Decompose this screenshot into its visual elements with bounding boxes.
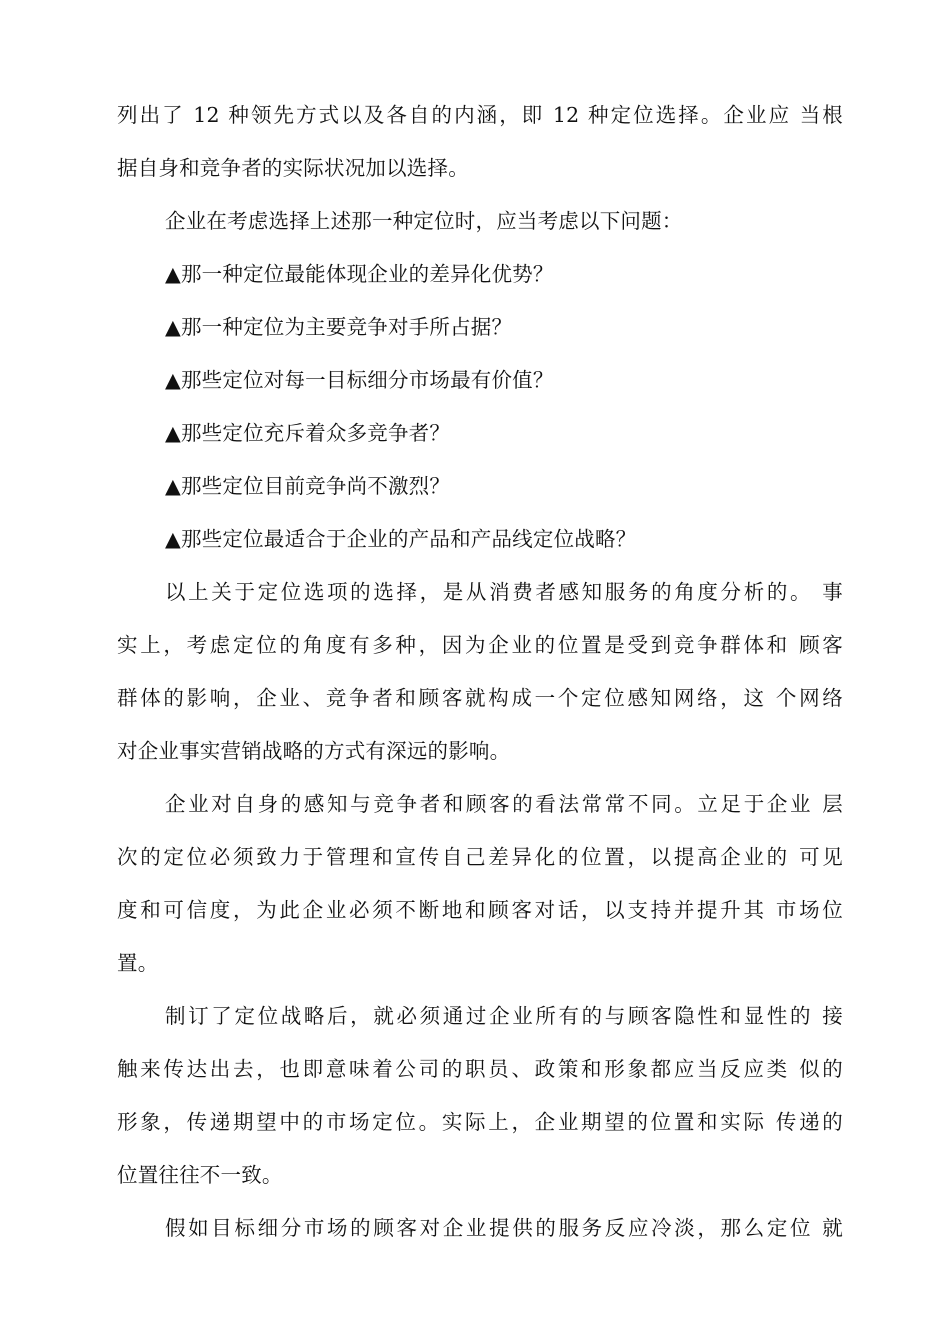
bullet-item: ▲那一种定位最能体现企业的差异化优势？ — [165, 262, 554, 286]
bullet-item: ▲那一种定位为主要竞争对手所占据？ — [165, 315, 513, 339]
bullet-item: ▲那些定位对每一目标细分市场最有价值？ — [165, 368, 554, 392]
text-line: 实上，考虑定位的角度有多种，因为企业的位置是受到竞争群体和 顾客 — [117, 633, 843, 657]
text-line: 对企业事实营销战略的方式有深远的影响。 — [117, 739, 511, 763]
text-line: 次的定位必须致力于管理和宣传自己差异化的位置，以提高企业的 可见 — [117, 845, 843, 869]
text-line: 据自身和竞争者的实际状况加以选择。 — [117, 156, 469, 180]
text-line: 以上关于定位选项的选择，是从消费者感知服务的角度分析的。 事 — [165, 580, 843, 604]
bullet-item: ▲那些定位充斥着众多竞争者？ — [165, 421, 451, 445]
text-line: 形象，传递期望中的市场定位。实际上，企业期望的位置和实际 传递的 — [117, 1110, 843, 1134]
text-line: 置。 — [117, 951, 159, 975]
text-line: 群体的影响，企业、竞争者和顾客就构成一个定位感知网络，这 个网络 — [117, 686, 843, 710]
text-line: 列出了 12 种领先方式以及各自的内涵，即 12 种定位选择。企业应 当根 — [117, 103, 843, 127]
text-line: 企业对自身的感知与竞争者和顾客的看法常常不同。立足于企业 层 — [165, 792, 843, 816]
text-line: 企业在考虑选择上述那一种定位时，应当考虑以下问题： — [165, 209, 683, 233]
text-line: 制订了定位战略后，就必须通过企业所有的与顾客隐性和显性的 接 — [165, 1004, 843, 1028]
text-line: 位置往往不一致。 — [117, 1163, 283, 1187]
text-line: 度和可信度，为此企业必须不断地和顾客对话，以支持并提升其 市场位 — [117, 898, 843, 922]
text-line: 假如目标细分市场的顾客对企业提供的服务反应冷淡，那么定位 就 — [165, 1216, 843, 1240]
bullet-item: ▲那些定位最适合于企业的产品和产品线定位战略？ — [165, 527, 637, 551]
bullet-item: ▲那些定位目前竞争尚不激烈？ — [165, 474, 451, 498]
text-line: 触来传达出去，也即意味着公司的职员、政策和形象都应当反应类 似的 — [117, 1057, 843, 1081]
